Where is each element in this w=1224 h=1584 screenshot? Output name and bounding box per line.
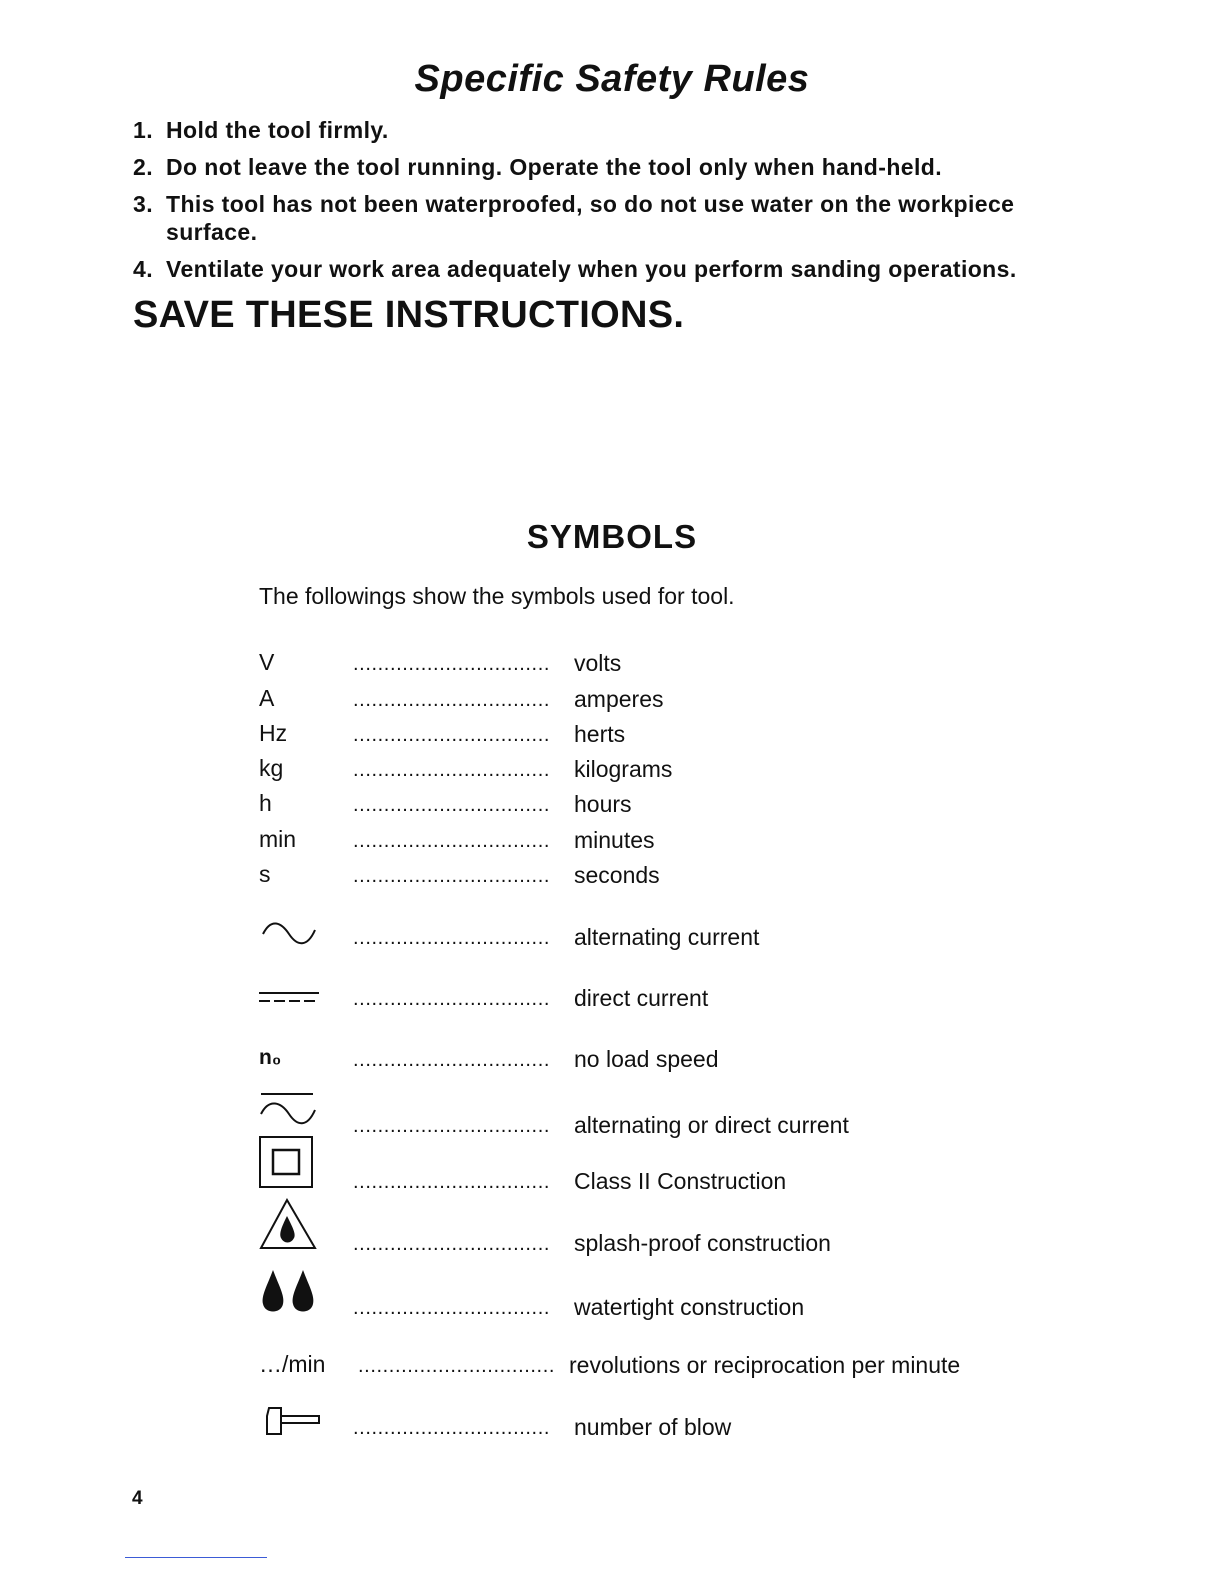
symbol-row <box>259 1402 1019 1438</box>
safety-rules-list <box>133 116 1093 292</box>
rule-text: This tool has not been waterproofed, so do not use water on the workpiece surface. <box>166 191 1015 245</box>
symbol-row <box>259 646 1019 682</box>
symbol-description: watertight construction <box>574 1294 805 1320</box>
rule-number: 3. <box>133 191 153 217</box>
symbol-text: Hz <box>259 720 288 746</box>
leader-dots: ................................ <box>353 1297 551 1319</box>
symbol-description: alternating or direct current <box>574 1112 849 1138</box>
splash-proof-icon <box>259 1198 317 1250</box>
no-load-speed-symbol: n₀ <box>259 1046 282 1069</box>
rule-number: 1. <box>133 117 153 143</box>
symbol-row <box>259 1042 1019 1078</box>
leader-dots: ................................ <box>353 759 551 781</box>
symbol-row <box>259 1268 1019 1320</box>
watertight-icon <box>259 1268 319 1316</box>
per-minute-symbol: …/min <box>259 1351 326 1377</box>
symbol-text: s <box>259 861 271 887</box>
alternating-current-icon <box>259 920 319 952</box>
rule-item <box>133 190 1093 246</box>
symbol-row <box>259 717 1019 753</box>
page-number: 4 <box>132 1488 143 1509</box>
hammer-icon <box>259 1402 323 1436</box>
save-instructions-heading: SAVE THESE INSTRUCTIONS. <box>133 294 685 336</box>
symbol-row <box>259 752 1019 788</box>
leader-dots: ................................ <box>353 689 551 711</box>
ac-dc-icon <box>259 1092 319 1132</box>
rule-text: Ventilate your work area adequately when you perform sanding operations. <box>166 256 1017 282</box>
symbol-description: splash-proof construction <box>574 1230 831 1256</box>
direct-current-icon <box>259 981 321 1013</box>
rule-text: Hold the tool firmly. <box>166 117 389 143</box>
leader-dots: ................................ <box>353 1115 551 1137</box>
symbol-text: min <box>259 826 297 852</box>
symbol-row <box>259 823 1019 859</box>
symbol-description: direct current <box>574 985 709 1011</box>
symbol-row <box>259 787 1019 823</box>
rule-item <box>133 153 1093 181</box>
symbol-description: alternating current <box>574 924 760 950</box>
symbol-description: amperes <box>574 686 664 712</box>
rule-number: 4. <box>133 256 153 282</box>
leader-dots: ................................ <box>353 1171 551 1193</box>
symbol-text: h <box>259 790 272 816</box>
symbol-description: hours <box>574 791 632 817</box>
symbol-description: seconds <box>574 862 660 888</box>
leader-dots: ................................ <box>353 1233 551 1255</box>
symbol-description: kilograms <box>574 756 673 782</box>
symbol-text: V <box>259 649 275 675</box>
rule-number: 2. <box>133 154 153 180</box>
leader-dots: ................................ <box>353 830 551 852</box>
symbol-text: A <box>259 685 275 711</box>
rule-item <box>133 255 1093 283</box>
symbol-row <box>259 682 1019 718</box>
symbol-description: volts <box>574 650 622 676</box>
symbols-intro: The followings show the symbols used for tool. <box>259 583 735 609</box>
class-ii-icon <box>259 1136 315 1190</box>
leader-dots: ................................ <box>353 1417 551 1439</box>
symbols-heading: SYMBOLS <box>526 518 698 555</box>
rule-item <box>133 116 1093 144</box>
symbol-description: Class II Construction <box>574 1168 787 1194</box>
leader-dots: ................................ <box>358 1355 556 1377</box>
symbol-row <box>259 920 1019 956</box>
symbol-row <box>259 858 1019 894</box>
symbol-description: minutes <box>574 827 655 853</box>
leader-dots: ................................ <box>353 927 551 949</box>
leader-dots: ................................ <box>353 865 551 887</box>
symbol-row <box>259 1198 1019 1256</box>
leader-dots: ................................ <box>353 794 551 816</box>
symbol-row <box>259 1136 1019 1194</box>
rule-text: Do not leave the tool running. Operate the tool only when hand-held. <box>166 154 942 180</box>
symbol-text: kg <box>259 755 284 781</box>
symbol-row <box>259 981 1019 1017</box>
leader-dots: ................................ <box>353 724 551 746</box>
symbol-description: number of blow <box>574 1414 732 1440</box>
symbol-description: herts <box>574 721 626 747</box>
leader-dots: ................................ <box>353 988 551 1010</box>
symbol-row <box>259 1348 1019 1384</box>
bottom-rule <box>125 1557 267 1558</box>
symbol-description: no load speed <box>574 1046 719 1072</box>
page-title: Specific Safety Rules <box>414 58 810 100</box>
leader-dots: ................................ <box>353 653 551 675</box>
symbol-description: revolutions or reciprocation per minute <box>569 1352 961 1378</box>
symbol-row <box>259 1092 1019 1138</box>
leader-dots: ................................ <box>353 1049 551 1071</box>
